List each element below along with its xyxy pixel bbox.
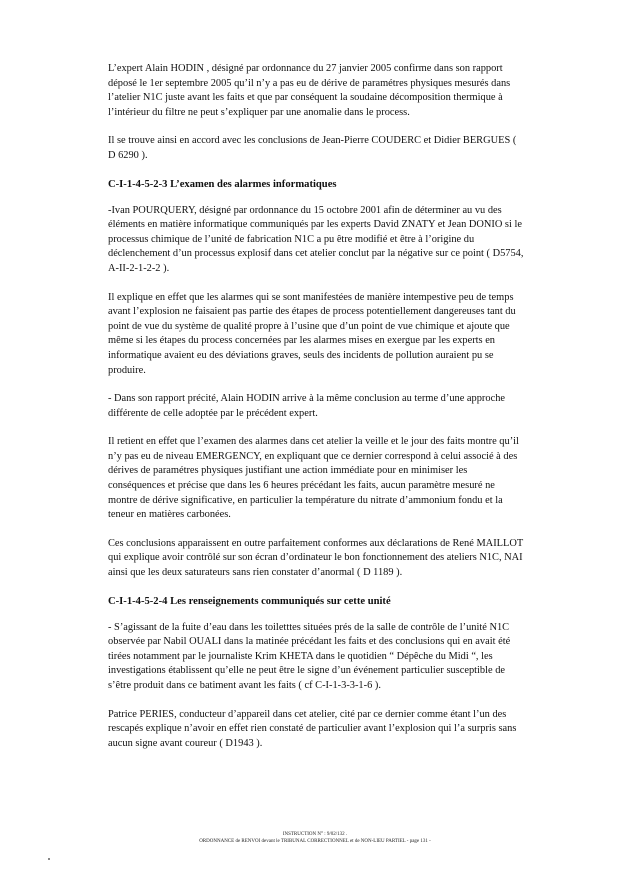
section-heading-alarms: C-I-1-4-5-2-3 L’examen des alarmes informatiques bbox=[108, 178, 337, 190]
paragraph-alarms-explanation: Il explique en effet que les alarmes qui se sont manifestées de manière intempestive peu de temps avant l’explosion ne faisaient pas partie des étapes de process potentiellement dangereuses tant du point de vue du système de qualité propre à l’usine que d’un point de vue chimique et ajoute que même si les étapes du process concernées par les alarmes mises en exergue par les experts en informatique avaient eu des déviations graves, seuls des incidents de pollution auraient pu se produire. bbox=[108, 291, 516, 376]
paragraph-hodin-report: L’expert Alain HODIN , désigné par ordonnance du 27 janvier 2005 confirme dans son rapport déposé le 1er septembre 2005 qu’il n’y a pas eu de dérive de paramétres physiques mesurés dans l’atelier N1C juste avant les faits et que par conséquent la soudaine décomposition thermique à l’intérieur du filtre ne peut s’expliquer par une anomalie dans le process. bbox=[108, 63, 511, 118]
page-footer bbox=[150, 831, 480, 845]
footer-instruction-number: INSTRUCTION N° : 9/02/132 . bbox=[282, 832, 348, 837]
paragraph-hodin-conclusion: - Dans son rapport précité, Alain HODIN arrive à la même conclusion au terme d’une approche différente de celle adoptée par le précédent expert. bbox=[108, 393, 506, 419]
section-heading-information: C-I-1-4-5-2-4 Les renseignements communiqués sur cette unité bbox=[108, 595, 391, 607]
scan-speck bbox=[48, 858, 50, 860]
paragraph-maillot: Ces conclusions apparaissent en outre parfaitement conformes aux déclarations de René MAILLOT qui explique avoir contrôlé sur son écran d’ordinateur le bon fonctionnement des ateliers N1C, NAI ainsi que les deux saturateurs sans rien constater d’anormal ( D 1189 ). bbox=[108, 537, 524, 579]
paragraph-water-leak: - S’agissant de la fuite d’eau dans les toiletttes situées prés de la salle de contrôle de l’unité N1C observée par Nabil OUALI dans la matinée précédant les faits et des conclusions qui en avait été tirées notamment par le journaliste Krim KHETA dans le quotidien “ Dépêche du Midi “, les investigations établissent qu’elle ne peut être le signe d’un événement particulier susceptible de s’être produit dans ce batiment avant les faits ( cf C-I-1-3-3-1-6 ). bbox=[108, 621, 511, 691]
paragraph-pourquery: -Ivan POURQUERY, désigné par ordonnance du 15 octobre 2001 afin de déterminer au vu des éléments en matière informatique communiqués par les experts David ZNATY et Jean DONIO si le processus chimique de l’unité de fabrication N1C a pu être modifié et être à l’origine du déclenchement d’un processus explosif dans cet atelier conclut par la négative sur ce point ( D5754, A-II-2-1-2-2 ). bbox=[108, 204, 524, 274]
paragraph-agreement: Il se trouve ainsi en accord avec les conclusions de Jean-Pierre COUDERC et Didier BERGUES ( D 6290 ). bbox=[108, 135, 517, 161]
paragraph-peries: Patrice PERIES, conducteur d’appareil dans cet atelier, cité par ce dernier comme étant l’un des rescapés explique n’avoir en effet rien constaté de particulier avant l’explosion qui l’a surpris sans aucun signe avant coureur ( D1943 ). bbox=[108, 708, 517, 749]
document-body bbox=[108, 62, 526, 751]
paragraph-emergency-level: Il retient en effet que l’examen des alarmes dans cet atelier la veille et le jour des faits montre qu’il n’y pas eu de niveau EMERGENCY, en expliquant que ce dernier correspond à celui associé à des dérives de paramétres physiques justifiant une action immédiate pour en minimiser les conséquences et précise que dans les 6 heures précédant les faits, aucun paramètre mesuré ne montre de dérive significative, en particulier la température du nitrate d’ammonium fondu et la teneur en matières carbonées. bbox=[108, 436, 519, 521]
footer-ordonnance-title: ORDONNANCE de RENVOI devant le TRIBUNAL CORRECTIONNEL et de NON-LIEU PARTIEL - page 131 - bbox=[199, 839, 431, 844]
